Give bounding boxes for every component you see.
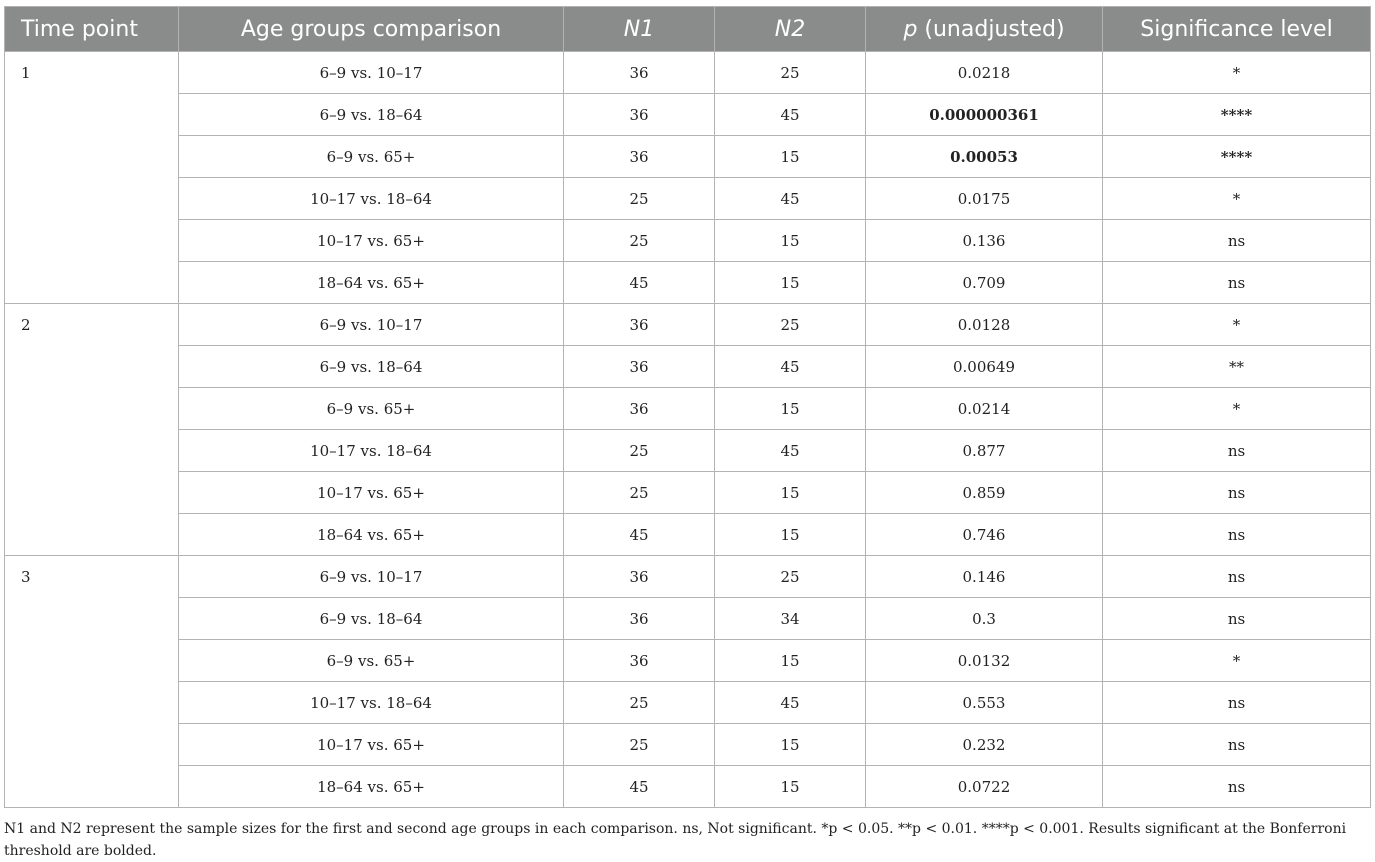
table-row <box>5 388 1371 430</box>
n2-cell: 15 <box>715 514 866 556</box>
comparison-cell: 6–9 vs. 18–64 <box>179 598 564 640</box>
comparison-cell: 6–9 vs. 18–64 <box>179 94 564 136</box>
time-point-cell: 3 <box>5 556 179 808</box>
table-row <box>5 472 1371 514</box>
header-n1: N1 <box>564 7 715 52</box>
n1-cell: 25 <box>564 472 715 514</box>
table-row <box>5 346 1371 388</box>
table-row <box>5 136 1371 178</box>
n2-cell: 25 <box>715 556 866 598</box>
p-value-cell: 0.00053 <box>866 136 1103 178</box>
n1-cell: 36 <box>564 52 715 94</box>
significance-cell: ns <box>1103 724 1371 766</box>
n1-cell: 36 <box>564 136 715 178</box>
comparison-cell: 18–64 vs. 65+ <box>179 262 564 304</box>
p-value-cell: 0.232 <box>866 724 1103 766</box>
n2-cell: 15 <box>715 640 866 682</box>
table-row <box>5 430 1371 472</box>
n2-cell: 15 <box>715 136 866 178</box>
p-value-cell: 0.3 <box>866 598 1103 640</box>
comparison-cell: 10–17 vs. 65+ <box>179 220 564 262</box>
table-row <box>5 640 1371 682</box>
n1-cell: 45 <box>564 262 715 304</box>
table-row <box>5 52 1371 94</box>
p-value-cell: 0.553 <box>866 682 1103 724</box>
p-value-cell: 0.859 <box>866 472 1103 514</box>
comparison-cell: 6–9 vs. 10–17 <box>179 556 564 598</box>
p-value-cell: 0.877 <box>866 430 1103 472</box>
comparison-cell: 6–9 vs. 10–17 <box>179 52 564 94</box>
table-row <box>5 220 1371 262</box>
time-point-cell: 1 <box>5 52 179 304</box>
n2-cell: 15 <box>715 472 866 514</box>
n1-cell: 25 <box>564 682 715 724</box>
n2-cell: 45 <box>715 94 866 136</box>
n1-cell: 36 <box>564 388 715 430</box>
n1-cell: 25 <box>564 220 715 262</box>
comparison-cell: 6–9 vs. 65+ <box>179 640 564 682</box>
significance-cell: ns <box>1103 682 1371 724</box>
comparison-cell: 10–17 vs. 65+ <box>179 472 564 514</box>
n2-cell: 15 <box>715 220 866 262</box>
significance-cell: ns <box>1103 220 1371 262</box>
n2-cell: 45 <box>715 178 866 220</box>
p-value-cell: 0.00649 <box>866 346 1103 388</box>
significance-cell: * <box>1103 304 1371 346</box>
n2-cell: 15 <box>715 766 866 808</box>
significance-cell: * <box>1103 52 1371 94</box>
time-point-cell: 2 <box>5 304 179 556</box>
significance-cell: ns <box>1103 598 1371 640</box>
n2-cell: 15 <box>715 388 866 430</box>
n1-cell: 45 <box>564 766 715 808</box>
comparison-cell: 10–17 vs. 18–64 <box>179 178 564 220</box>
p-value-cell: 0.709 <box>866 262 1103 304</box>
n2-cell: 45 <box>715 682 866 724</box>
p-value-cell: 0.746 <box>866 514 1103 556</box>
comparison-cell: 10–17 vs. 18–64 <box>179 682 564 724</box>
n2-cell: 45 <box>715 346 866 388</box>
table-row <box>5 178 1371 220</box>
header-age-groups: Age groups comparison <box>179 7 564 52</box>
table-row <box>5 724 1371 766</box>
p-value-cell: 0.0175 <box>866 178 1103 220</box>
table-row <box>5 556 1371 598</box>
significance-cell: ns <box>1103 556 1371 598</box>
significance-cell: * <box>1103 640 1371 682</box>
n1-cell: 36 <box>564 598 715 640</box>
header-row <box>5 7 1371 52</box>
p-value-cell: 0.0132 <box>866 640 1103 682</box>
n2-cell: 34 <box>715 598 866 640</box>
header-time-point: Time point <box>5 7 179 52</box>
significance-cell: ns <box>1103 262 1371 304</box>
significance-cell: * <box>1103 388 1371 430</box>
significance-cell: ** <box>1103 346 1371 388</box>
comparison-cell: 6–9 vs. 10–17 <box>179 304 564 346</box>
table-row <box>5 262 1371 304</box>
header-n2: N2 <box>715 7 866 52</box>
n2-cell: 45 <box>715 430 866 472</box>
n1-cell: 36 <box>564 346 715 388</box>
comparison-table <box>4 6 1371 808</box>
significance-cell: **** <box>1103 94 1371 136</box>
table-row <box>5 766 1371 808</box>
header-significance: Significance level <box>1103 7 1371 52</box>
n1-cell: 36 <box>564 640 715 682</box>
comparison-cell: 10–17 vs. 18–64 <box>179 430 564 472</box>
table-row <box>5 514 1371 556</box>
significance-cell: ns <box>1103 430 1371 472</box>
p-value-cell: 0.146 <box>866 556 1103 598</box>
n1-cell: 25 <box>564 724 715 766</box>
n2-cell: 15 <box>715 724 866 766</box>
p-value-cell: 0.0722 <box>866 766 1103 808</box>
table-row <box>5 304 1371 346</box>
n1-cell: 36 <box>564 556 715 598</box>
header-p-unadjusted: p (unadjusted) <box>866 7 1103 52</box>
p-value-cell: 0.0128 <box>866 304 1103 346</box>
n2-cell: 15 <box>715 262 866 304</box>
n1-cell: 45 <box>564 514 715 556</box>
table-body <box>5 52 1371 808</box>
n1-cell: 25 <box>564 178 715 220</box>
significance-cell: ns <box>1103 514 1371 556</box>
comparison-cell: 6–9 vs. 65+ <box>179 136 564 178</box>
comparison-cell: 6–9 vs. 18–64 <box>179 346 564 388</box>
n1-cell: 36 <box>564 304 715 346</box>
p-value-cell: 0.000000361 <box>866 94 1103 136</box>
comparison-cell: 6–9 vs. 65+ <box>179 388 564 430</box>
comparison-cell: 18–64 vs. 65+ <box>179 514 564 556</box>
n1-cell: 36 <box>564 94 715 136</box>
n1-cell: 25 <box>564 430 715 472</box>
table-row <box>5 598 1371 640</box>
p-value-cell: 0.0218 <box>866 52 1103 94</box>
table-footnote: N1 and N2 represent the sample sizes for the first and second age groups in each comparison. ns, Not significant. *p < 0.05. **p < 0.01. ****p < 0.001. Results significant at the Bonferroni threshold are bolded. <box>4 821 1347 859</box>
p-value-cell: 0.0214 <box>866 388 1103 430</box>
significance-cell: ns <box>1103 472 1371 514</box>
comparison-cell: 18–64 vs. 65+ <box>179 766 564 808</box>
p-value-cell: 0.136 <box>866 220 1103 262</box>
significance-cell: * <box>1103 178 1371 220</box>
significance-cell: **** <box>1103 136 1371 178</box>
comparison-cell: 10–17 vs. 65+ <box>179 724 564 766</box>
n2-cell: 25 <box>715 52 866 94</box>
table-row <box>5 682 1371 724</box>
significance-cell: ns <box>1103 766 1371 808</box>
n2-cell: 25 <box>715 304 866 346</box>
table-row <box>5 94 1371 136</box>
